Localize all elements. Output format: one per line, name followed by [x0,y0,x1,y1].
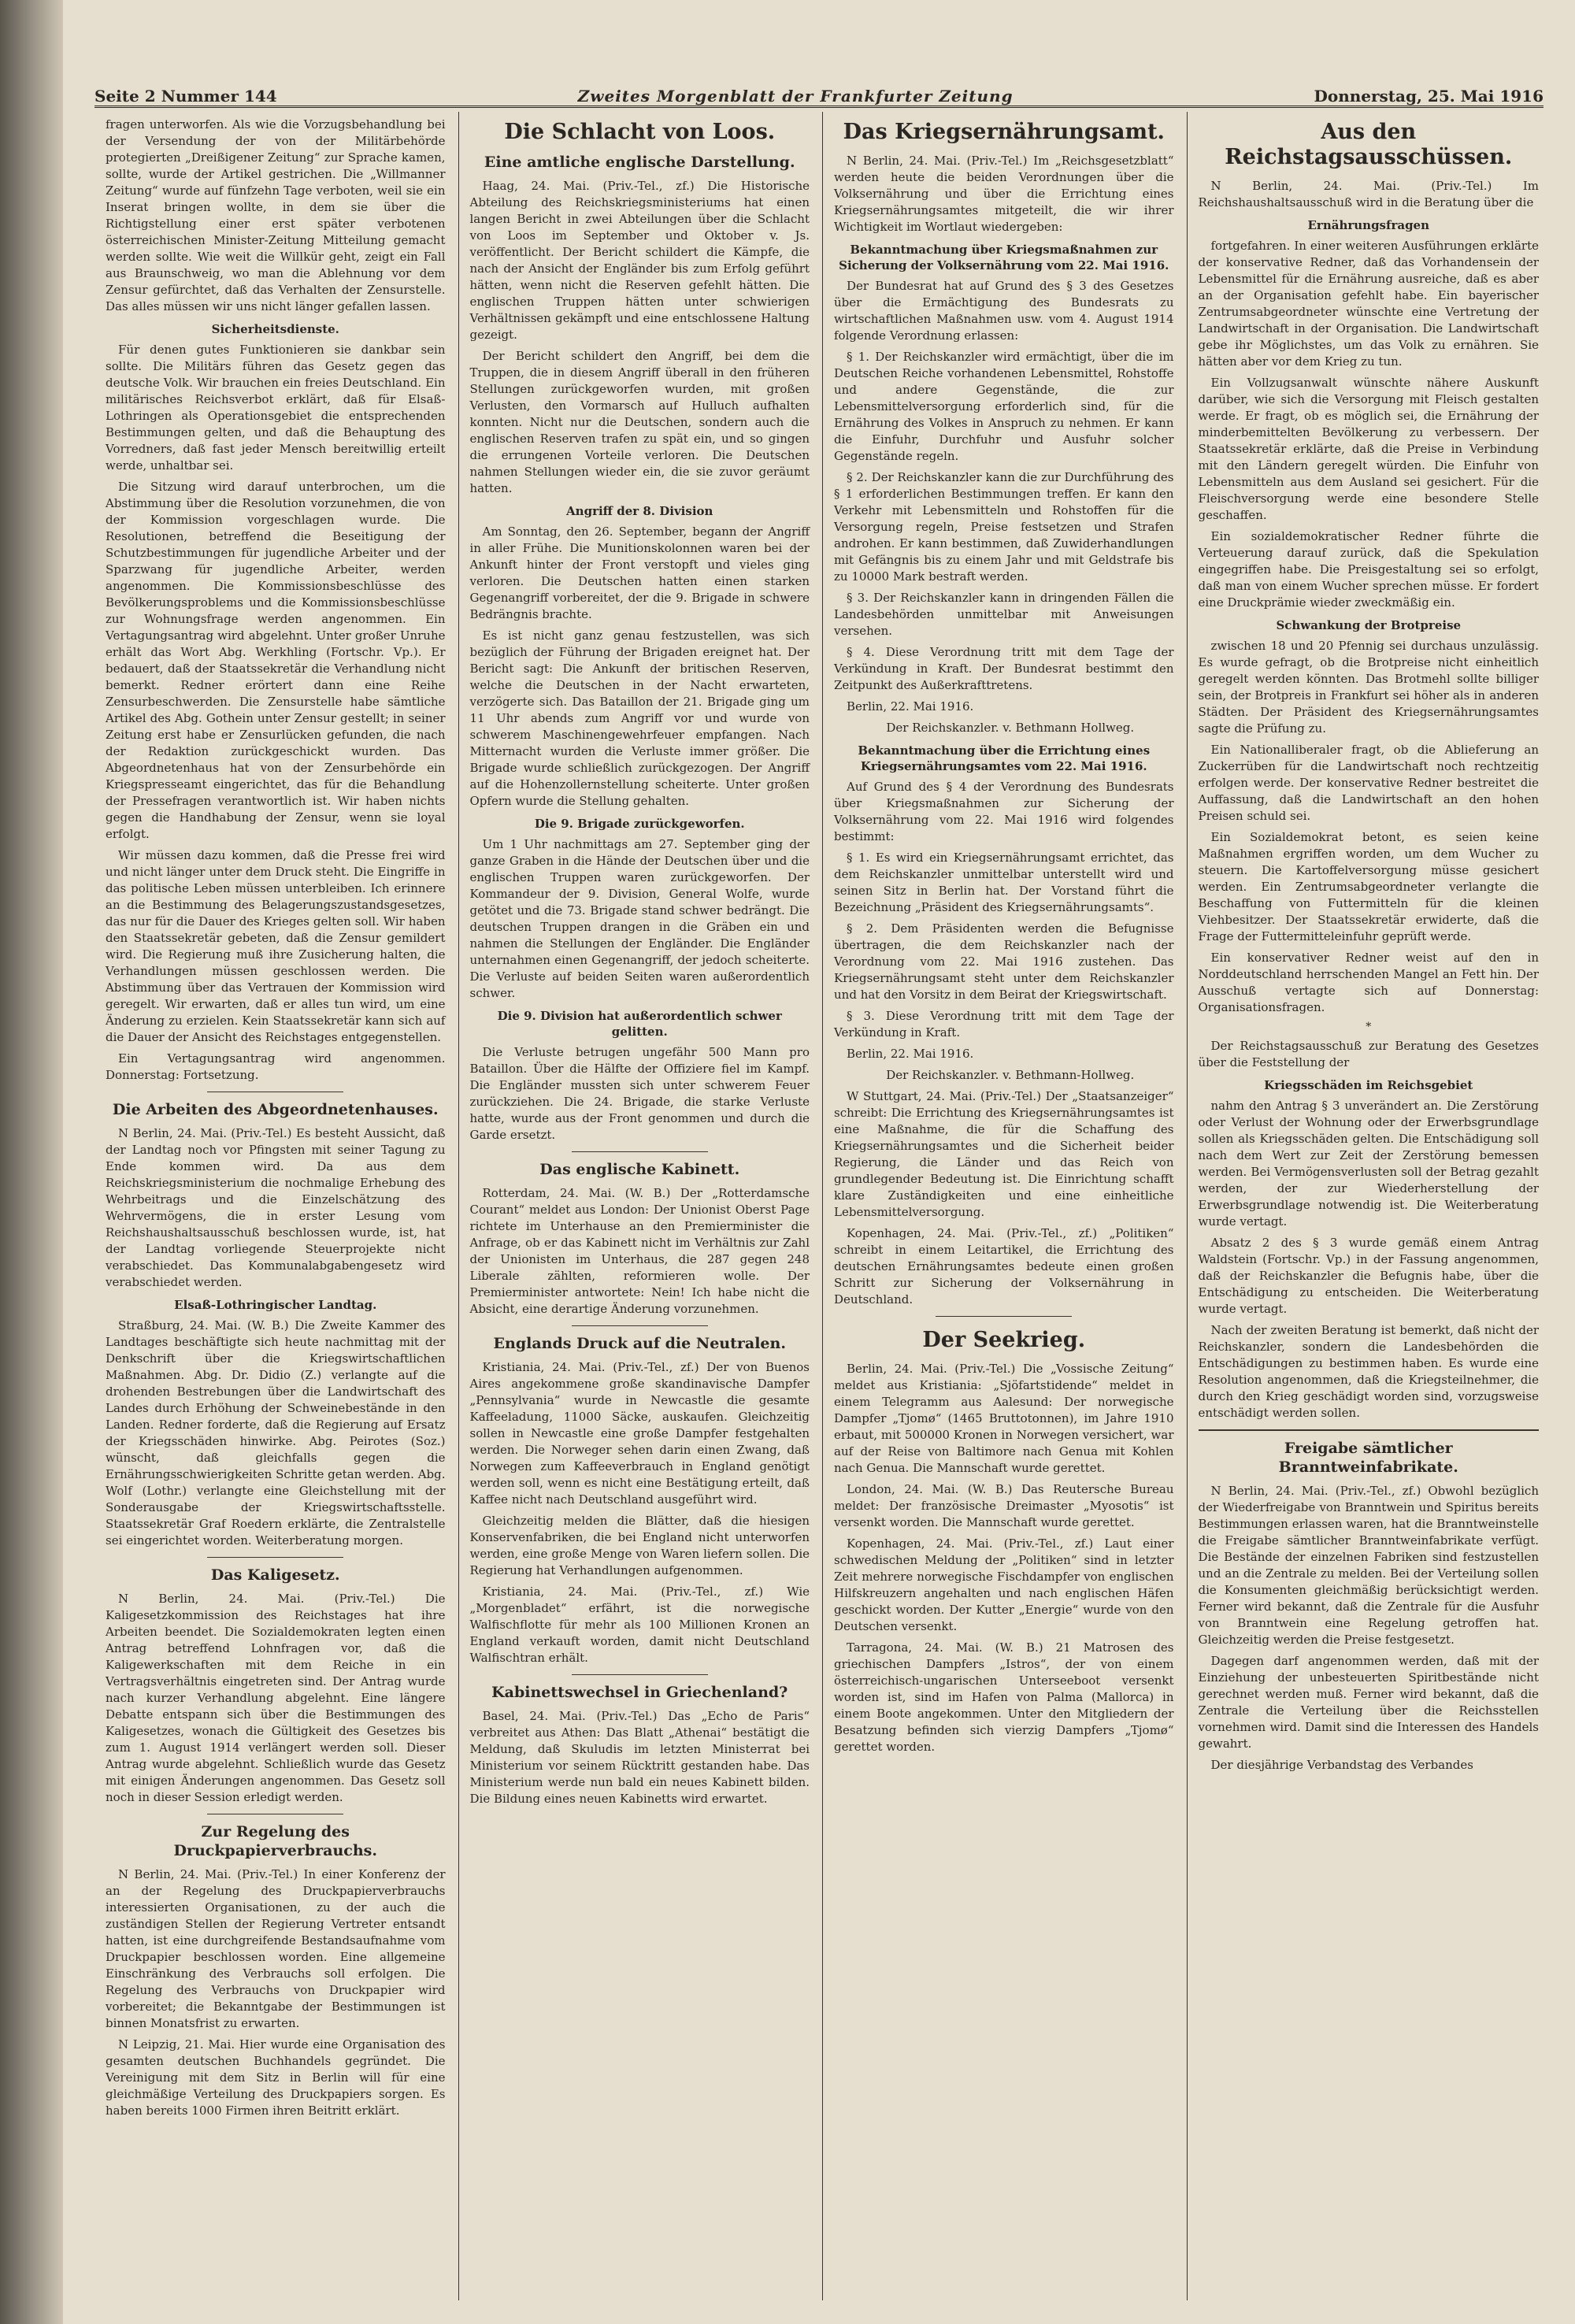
section-heading: Bekanntmachung über die Errichtung eines Kriegsernährungsamtes vom 22. Mai 1916. [858,743,1151,773]
divider [572,1325,708,1326]
paragraph: Die Sitzung wird darauf unterbrochen, um die Abstimmung über die Resolution vorzunehmen, die von der Kommission vorgeschlagen wurde. Die Resolutionen, betreffend die Beseitigung der Schutzbestimmungen für jugendliche Arbeiter und der Sparzwang für jugendliche Arbeiter, werden angenommen. Die Kommissionsbeschlüsse des Bevölkerungsproblems und die Kommissionsbeschlüsse zur Wohnungsfrage werden angenommen. Ein Vertagungsantrag wird abgelehnt. Unter großer Unruhe erhält das Wort Abg. Werkhling (Fortschr. Vp.). Er bedauert, daß der Staatssekretär die Verhandlung nicht bemerkt. Redner erörtert dann eine Reihe Zensurbeschwerden. Die Zensurstelle habe sämtliche Artikel des Abg. Gothein unter Zensur gestellt; in seiner Zeitung erst habe er Zensurlücken gefunden, die nach der Redaktion zurückgeschickt wurden. Das Abgeordnetenhaus hat von der Zensurbehörde ein Kriegspresseamt eingerichtet, das für die Behandlung der Pressefragen verantwortlich ist. Wir haben nichts gegen die Handhabung der Zensur, wenn sie loyal erfolgt. [106,480,446,841]
paragraph: Der diesjährige Verbandstag des Verbandes [1210,1758,1473,1772]
paragraph: Dagegen darf angenommen werden, daß mit der Einziehung der unbesteuerten Spiritbestände nicht gerechnet werden muß. Ferner wird bekannt, daß die Zentrale die Verteilung über die Reichsstellen vornehmen wird. Damit sind die Interessen des Handels gewahrt. [1198,1654,1539,1751]
paragraph: N Berlin, 24. Mai. (Priv.-Tel.) In einer Konferenz der an der Regelung des Druckpapierverbrauchs interessierten Organisationen, zu der auch die zuständigen Stellen der Regierung Vertreter entsandt hatten, ist eine durchgreifende Bestandsaufnahme vom Druckpapier beschlossen worden. Eine allgemeine Einschränkung des Verbrauchs soll erfolgen. Die Regelung des Verbrauchs von Druckpapier wird vorbereitet; die Bekanntgabe der Bestimmungen ist binnen Monatsfrist zu erwarten. [106,1867,446,2030]
article-headline: Das Kaligesetz. [210,1566,340,1584]
section-heading: Die 9. Brigade zurückgeworfen. [534,817,745,831]
paragraph: nahm den Antrag § 3 unverändert an. Die Zerstörung oder Verlust der Wohnung oder der Erwerbsgrundlage sollen als Kriegsschäden gelten. Die Entschädigung soll nach dem Wert zur Zeit der Zerstörung bemessen werden. Bei Vermögensverlusten soll der Betrag gezahlt werden, der zur Wiederherstellung der Erwerbsgrundlage notwendig ist. Die Weiterberatung wurde vertagt. [1198,1099,1539,1229]
paragraph: § 2. Der Reichskanzler kann die zur Durchführung des § 1 erforderlichen Bestimmungen treffen. Er kann den Verkehr mit Lebensmitteln und Rohstoffen für die Versorgung regeln, Preise festsetzen und Strafen androhen. Er kann bestimmen, daß Zuwiderhandlungen mit Gefängnis bis zu einem Jahr und mit Geldstrafe bis zu 10000 Mark bestraft werden. [834,470,1174,584]
divider [572,1151,708,1152]
article-subheadline: Eine amtliche englische Darstellung. [484,154,795,171]
paragraph: Nach der zweiten Beratung ist bemerkt, daß nicht der Reichskanzler, sondern die Landesbehörden die Entschädigungen zu bestimmen haben. Es wurde eine Resolution angenommen, daß die Kriegsteilnehmer, die durch den Krieg geschädigt worden sind, vorzugsweise entschädigt werden sollen. [1198,1323,1539,1420]
paragraph: N Leipzig, 21. Mai. Hier wurde eine Organisation des gesamten deutschen Buchhandels gegründet. Die Vereinigung mit dem Sitz in Berlin will für eine gleichmäßige Verteilung des Druckpapiers sorgen. Es haben bereits 1000 Firmen ihren Beitritt erklärt. [106,2037,446,2118]
paragraph: N Berlin, 24. Mai. (Priv.-Tel.) Es besteht Aussicht, daß der Landtag noch vor Pfingsten mit seiner Tagung zu Ende kommen wird. Da aus dem Reichskriegsministerium die nochmalige Erhebung des Wehrbeitrags und die Einzelschätzung des Wehrvermögens, die in erster Lesung vom Reichshaushaltsausschuß beschlossen wurde, ist, hat der Landtag vorliegende Steuerprojekte nicht verabschiedet. Das Kommunalabgabengesetz wird verabschiedet werden. [106,1126,446,1289]
paragraph: Kristiania, 24. Mai. (Priv.-Tel., zf.) Wie „Morgenbladet“ erfährt, ist die norwegische Walfischflotte für mehr als 100 Millionen Kronen an England verkauft worden, damit nicht Deutschland Walfischtran erhält. [469,1585,810,1665]
article-headline: Das Kriegsernährungsamt. [843,120,1165,144]
paragraph: Haag, 24. Mai. (Priv.-Tel., zf.) Die Historische Abteilung des Reichskriegsministeriums hat einen langen Bericht in zwei Abteilungen über die Schlacht von Loos im September und Oktober v. Js. veröffentlicht. Der Bericht schildert die Kämpfe, die nach der Ansicht der Engländer bis zum Erfolg geführt hätten, wenn nicht die Reserven gefehlt hätten. Die englischen Truppen hätten unter schwierigen Verhältnissen gekämpft und eine entschlossene Haltung gezeigt. [469,179,810,342]
article-headline: Zur Regelung des Druckpapierverbrauchs. [173,1823,377,1859]
paragraph: Berlin, 24. Mai. (Priv.-Tel.) Die „Vossische Zeitung“ meldet aus Kristiania: „Sjöfartstidende“ meldet in einem Telegramm aus Aalesund: Der norwegische Dampfer „Tjomø“ (1465 Bruttotonnen), im Jahre 1910 erbaut, mit 500000 Kronen in Norwegen versichert, war auf der Reise von Baltimore nach Genua mit Kohlen nach Genua. Die Mannschaft wurde gerettet. [834,1362,1174,1475]
paragraph: Ein Nationalliberaler fragt, ob die Ablieferung an Zuckerrüben für die Landwirtschaft noch rechtzeitig erfolgen werde. Der konservative Redner bestreitet die Auffassung, daß die Landwirtschaft an den hohen Preisen schuld sei. [1198,743,1539,823]
divider [936,1316,1072,1317]
divider [207,1557,343,1558]
divider [572,1674,708,1675]
paragraph: N Berlin, 24. Mai. (Priv.-Tel.) Im „Reichsgesetzblatt“ werden heute die beiden Verordnungen über die Volksernährung und über die Errichtung eines Kriegsernährungsamtes mitgeteilt, die wir ihrer Wichtigkeit im Wortlaut wiedergeben: [834,154,1174,234]
article-headline: Der Seekrieg. [922,1328,1086,1352]
article-columns [94,112,1551,2300]
article-headline: Aus den Reichstagsausschüssen. [1225,120,1513,169]
paragraph: Der Bundesrat hat auf Grund des § 3 des Gesetzes über die Ermächtigung des Bundesrats zu wirtschaftlichen Maßnahmen usw. vom 4. August 1914 folgende Verordnung erlassen: [834,279,1174,343]
paragraph: Am Sonntag, den 26. September, begann der Angriff in aller Frühe. Die Munitionskolonnen waren bei der Ankunft hinter der Front verstopft und vieles ging verloren. Die Deutschen hatten einen starken Gegenangriff vorbereitet, der die 9. Brigade in schwere Bedrängnis brachte. [469,524,810,621]
paragraph: zwischen 18 und 20 Pfennig sei durchaus unzulässig. Es wurde gefragt, ob die Brotpreise nicht einheitlich geregelt werden könnten. Das Brotmehl sollte billiger sein, der Brotpreis in Frankfurt sei höher als in anderen Städten. Der Präsident des Kriegsernährungsamtes sagte die Prüfung zu. [1198,639,1539,736]
article-headline: Das englische Kabinett. [539,1161,740,1178]
paragraph: § 4. Diese Verordnung tritt mit dem Tage der Verkündung in Kraft. Der Bundesrat bestimmt den Zeitpunkt des Außerkrafttretens. [834,645,1174,692]
column-1 [94,112,459,2300]
paragraph: W Stuttgart, 24. Mai. (Priv.-Tel.) Der „Staatsanzeiger“ schreibt: Die Errichtung des Kriegsernährungsamtes ist eine Maßnahme, die für die Schaffung des Kriegsernährungsamtes und die Sicherheit beider Regierung, die Länder und das Reich von grundlegender Bedeutung ist. Die Einrichtung schafft klare Zuständigkeiten und eine einheitliche Lebensmittelversorgung. [834,1089,1174,1219]
article-headline: Freigabe sämtlicher Branntweinfabrikate. [1278,1440,1458,1476]
section-heading: Schwankung der Brotpreise [1276,618,1462,632]
section-heading: Kriegsschäden im Reichsgebiet [1264,1078,1473,1092]
newspaper-page [63,0,1575,2324]
paragraph: Tarragona, 24. Mai. (W. B.) 21 Matrosen des griechischen Dampfers „Istros“, der von einem österreichisch-ungarischen Unterseeboot versenkt worden ist, sind im Hafen von Palma (Mallorca) in einem Boote angekommen. Unter den Mitgliedern der Besatzung befinden sich vierzig Dampfers „Tjomø“ gerettet worden. [834,1640,1174,1754]
section-heading: Ernährungsfragen [1307,218,1430,232]
paragraph: Ein Vollzugsanwalt wünschte nähere Auskunft darüber, wie sich die Versorgung mit Fleisch gestalten werde. Er fragt, ob es möglich sei, die Ernährung der minderbemittelten Bevölkerung zu verbessern. Der Staatssekretär erklärte, daß die Preise in Verbindung mit den Ländern geregelt würden. Die Einfuhr von Lebensmitteln aus dem Ausland sei gesichert. Für die Fleischversorgung werde eine besondere Stelle geschaffen. [1198,376,1539,522]
paragraph: Der Reichstagsausschuß zur Beratung des Gesetzes über die Feststellung der [1198,1039,1539,1069]
paragraph: Ein Vertagungsantrag wird angenommen. Donnerstag: Fortsetzung. [106,1051,446,1082]
header-date: Donnerstag, 25. Mai 1916 [1314,87,1544,106]
column-2 [459,112,824,2300]
divider [1199,1429,1540,1431]
section-heading: Sicherheitsdienste. [211,322,339,336]
paragraph: Straßburg, 24. Mai. (W. B.) Die Zweite Kammer des Landtages beschäftigte sich heute nachmittag mit der Denkschrift über die Kriegswirtschaftlichen Maßnahmen. Abg. Dr. Didio (Z.) verlangte auf die drohenden Bestrebungen über die Landwirtschaft des Landes durch Erhöhung der Schweinebestände in den Landen. Redner forderte, daß die Regierung auf Ersatz der Kriegsschäden hinwirke. Abg. Peirotes (Soz.) wünscht, daß gleichfalls gegen die Ernährungsschwierigkeiten Schritte getan werden. Abg. Wolf (Lothr.) verlangte eine Gleichstellung mit der Sonderausgabe der Kriegswirtschaftsstelle. Staatssekretär Graf Roedern erklärte, die Zentralstelle sei eingerichtet worden. Weiterberatung morgen. [106,1318,446,1547]
paragraph: Wir müssen dazu kommen, daß die Presse frei wird und nicht länger unter dem Druck steht. Die Eingriffe in das politische Leben müssen unterbleiben. Ich erinnere an die Bestimmung des Belagerungszustandsgesetzes, das nur für die Dauer des Krieges gelten soll. Wir haben den Staatssekretär gebeten, daß die Zensur gemildert wird. Die Regierung muß ihre Zusicherung halten, die Verhandlungen müssen geschlossen werden. Die Abstimmung über das Vertrauen der Kommission wird geregelt. Wir erwarten, daß er alles tun wird, um eine Änderung zu erzielen. Kein Staatssekretär kann sich auf die Dauer der Ansicht des Reichstages entgegenstellen. [106,848,446,1044]
article-headline: Kabinettswechsel in Griechenland? [491,1684,788,1701]
paragraph: Basel, 24. Mai. (Priv.-Tel.) Das „Echo de Paris“ verbreitet aus Athen: Das Blatt „Athenai“ bestätigt die Meldung, daß Skuludis im letzten Ministerrat bei Ministerium vor seinem Rücktritt gestanden habe. Das Ministerium werde nun bald ein neues Kabinett bilden. Die Bildung eines neuen Kabinetts wird erwartet. [469,1709,810,1806]
signature: Der Reichskanzler. v. Bethmann-Hollweg. [886,1068,1135,1082]
signature: Der Reichskanzler. v. Bethmann Hollweg. [886,721,1135,735]
page-header [94,77,1544,108]
paragraph: Rotterdam, 24. Mai. (W. B.) Der „Rotterdamsche Courant“ meldet aus London: Der Unionist Oberst Page richtete im Unterhause an den Premierminister die Anfrage, ob er das Kabinett nicht im Verhältnis zur Zahl der Unionisten im Unterhaus, die 287 gegen 248 Liberale zählten, reformieren wolle. Der Premierminister antwortete: Nein! Ich habe nicht die Absicht, eine derartige Änderung vorzunehmen. [469,1186,810,1316]
paragraph: Um 1 Uhr nachmittags am 27. September ging der ganze Graben in die Hände der Deutschen über und die englischen Truppen waren zurückgeworfen. Der Kommandeur der 9. Division, General Wolfe, wurde getötet und die 73. Brigade stand schwer bedrängt. Die deutschen Truppen drangen in die Gräben ein und nahmen die Stellungen der Engländer. Die Engländer unternahmen einen Gegenangriff, der jedoch scheiterte. Die Verluste auf beiden Seiten waren außerordentlich schwer. [469,837,810,1000]
paragraph: Auf Grund des § 4 der Verordnung des Bundesrats über Kriegsmaßnahmen zur Sicherung der Volksernährung vom 22. Mai 1916 wird folgendes bestimmt: [834,780,1174,843]
section-heading: Die 9. Division hat außerordentlich schwer gelitten. [497,1009,782,1039]
paragraph: fragen unterworfen. Als wie die Vorzugsbehandlung bei der Versendung der von der Militärbehörde protegierten „Dreißigener Zeitung“ zur Sprache kamen, sollte, wurde der Artikel gestrichen. Die „Willmanner Zeitung“ wurde auf fünfzehn Tage verboten, weil sie ein Inserat bringen wollte, in dem sie über die Richtigstellung einer erst später verbotenen österreichischen Minister-Zeitung Mitteilung gemacht werden sollte. Wie weit die Willkür geht, zeigt ein Fall aus Braunschweig, wo man die Ablehnung vor dem Zensur gefürchtet, daß das Verhalten der Zensurstelle. Das alles müssen wir uns nicht länger gefallen lassen. [106,117,446,313]
paragraph: Es ist nicht ganz genau festzustellen, was sich bezüglich der Führung der Brigaden ereignet hat. Der Bericht sagt: Die Ankunft der britischen Reserven, welche die Deutschen in der Nacht erwarteten, verzögerte sich. Das Bataillon der 21. Brigade ging um 11 Uhr abends zum Angriff vor und wurde von schwerem Maschinengewehrfeuer empfangen. Nach Mitternacht wurden die Verluste immer größer. Die Brigade wurde schließlich zurückgezogen. Der Angriff auf die Hohenzollernstellung scheiterte. Unter großen Opfern wurde die Stellung gehalten. [469,628,810,808]
header-publication-title: Zweites Morgenblatt der Frankfurter Zeitung [577,87,1014,106]
article-headline: Elsaß-Lothringischer Landtag. [174,1298,377,1312]
section-heading: Bekanntmachung über Kriegsmaßnahmen zur Sicherung der Volksernährung vom 22. Mai 1916. [839,243,1169,272]
paragraph: N Berlin, 24. Mai. (Priv.-Tel., zf.) Obwohl bezüglich der Wiederfreigabe von Branntwein und Spiritus bereits Bestimmungen erlassen waren, hat die Branntweinstelle die Freigabe sämtlicher Branntweinfabrikate verfügt. Die Bestände der einzelnen Fabriken sind festzustellen und an die Zentrale zu melden. Bei der Verteilung sollen die Konsumenten gleichmäßig berücksichtigt werden. Ferner wird bekannt, daß die Zentrale für die Ausfuhr von Branntwein eine Regelung getroffen hat. Gleichzeitig werden die Preise festgesetzt. [1198,1484,1539,1647]
paragraph: Gleichzeitig melden die Blätter, daß die hiesigen Konservenfabriken, die bei England nicht unterworfen werden, eine große Menge von Waren liefern sollen. Die Regierung hat Verhandlungen aufgenommen. [469,1514,810,1577]
paragraph: fortgefahren. In einer weiteren Ausführungen erklärte der konservative Redner, daß das Vorhandensein der Lebensmittel für die Ernährung ausreiche, daß es aber an der Organisation gefehlt habe. Ein bayerischer Zentrumsabgeordneter wünschte eine Vertretung der Landwirtschaft in der Organisation. Die Landwirtschaft gebe ihr Möglichstes, um das Volk zu ernähren. Sie hätten aber vor dem Krieg zu tun. [1198,239,1539,369]
article-headline: Die Schlacht von Loos. [504,120,776,144]
paragraph: Absatz 2 des § 3 wurde gemäß einem Antrag Waldstein (Fortschr. Vp.) in der Fassung angenommen, daß der Reichskanzler die Befugnis habe, über die Entschädigung zu entscheiden. Die Weiterberatung wurde vertagt. [1198,1236,1539,1316]
column-4 [1188,112,1552,2300]
book-spine-edge [0,0,63,2324]
paragraph: Ein konservativer Redner weist auf den in Norddeutschland herrschenden Mangel an Fett hin. Der Ausschuß vertagte sich auf Donnerstag: Organisationsfragen. [1198,951,1539,1014]
paragraph: § 1. Der Reichskanzler wird ermächtigt, über die im Deutschen Reiche vorhandenen Lebensmittel, Rohstoffe und andere Gegenstände, die zur Lebensmittelversorgung erforderlich sind, für die Ernährung des Volkes in Anspruch zu nehmen. Er kann die Einfuhr, Durchfuhr und Ausfuhr solcher Gegenstände regeln. [834,350,1174,463]
article-headline: Die Arbeiten des Abgeordnetenhauses. [112,1101,439,1118]
paragraph: Ein sozialdemokratischer Redner führte die Verteuerung darauf zurück, daß die Spekulation eingegriffen habe. Die Preisgestaltung sei so erfolgt, daß man von einem Wucher sprechen müsse. Er fordert eine Druckprämie wieder zweckmäßig ein. [1198,529,1539,610]
article-headline: Englands Druck auf die Neutralen. [493,1335,786,1352]
paragraph: § 3. Diese Verordnung tritt mit dem Tage der Verkündung in Kraft. [834,1009,1174,1040]
paragraph: § 1. Es wird ein Kriegsernährungsamt errichtet, das dem Reichskanzler unmittelbar unterstellt wird und seinen Sitz in Berlin hat. Der Vorstand führt die Bezeichnung „Präsident des Kriegsernährungsamts“. [834,851,1174,914]
paragraph: Für denen gutes Funktionieren sie dankbar sein sollte. Die Militärs führen das Gesetz gegen das deutsche Volk. Wir brauchen ein freies Deutschland. Ein militärisches Reichsverbot erklärt, daß für Elsaß-Lothringen als Operationsgebiet die entsprechenden Bestimmungen gelten, und daß die Behauptung des Vorredners, daß fast jeder Mensch bereitwillig erteilt werde, unhaltbar sei. [106,343,446,473]
paragraph: Die Verluste betrugen ungefähr 500 Mann pro Bataillon. Über die Hälfte der Offiziere fiel im Kampf. Die Engländer mussten sich unter schwerem Feuer zurückziehen. Die 24. Brigade, die starke Verluste hatte, wurde aus der Front genommen und durch die Garde ersetzt. [469,1045,810,1142]
section-heading: Angriff der 8. Division [566,504,713,518]
paragraph: Der Bericht schildert den Angriff, bei dem die Truppen, die in diesem Angriff überall in den früheren Stellungen zurückgeworfen wurden, mit großen Verlusten, den Vormarsch auf Hulluch aufhalten konnten. Nicht nur die Deutschen, sondern auch die englischen Reserven trafen zu spät ein, und so gingen die errungenen Vorteile verloren. Die Deutschen nahmen Stellungen wieder ein, die sie zuvor geräumt hatten. [469,349,810,495]
paragraph: N Berlin, 24. Mai. (Priv.-Tel.) Im Reichshaushaltsausschuß wird in die Beratung über die [1198,179,1539,209]
paragraph: N Berlin, 24. Mai. (Priv.-Tel.) Die Kaligesetzkommission des Reichstages hat ihre Arbeiten beendet. Die Sozialdemokraten legten einen Antrag betreffend Lohnfragen vor, daß die Kaligewerkschaften mit dem Reiche in ein Vertragsverhältnis eingetreten sind. Der Antrag wurde nach kurzer Verhandlung abgelehnt. Eine längere Debatte entspann sich über die Bestimmungen des Kaligesetzes, wonach die Gültigkeit des Gesetzes bis zum 1. August 1914 verlängert werden soll. Dieser Antrag wurde abgelehnt. Schließlich wurde das Gesetz mit einigen Änderungen angenommen. Das Gesetz soll noch in dieser Session erledigt werden. [106,1592,446,1804]
paragraph: Kristiania, 24. Mai. (Priv.-Tel., zf.) Der von Buenos Aires angekommene große skandinavische Dampfer „Pennsylvania“ wurde in Newcastle die gesamte Kaffeeladung, 11000 Säcke, auskaufen. Gleichzeitig sollen in Newcastle eine große Dampfer festgehalten werden. Die Norweger sehen darin einen Zwang, daß Norwegen zum Kaffeeverbrauch in England genötigt werden soll, wenn es nicht eine Bestätigung erteilt, daß Kaffee nicht nach Deutschland ausgeführt wird. [469,1360,810,1507]
dateline: Berlin, 22. Mai 1916. [847,699,974,714]
section-ornament: * [1366,1021,1372,1033]
paragraph: § 3. Der Reichskanzler kann in dringenden Fällen die Landesbehörden unmittelbar mit Anweisungen versehen. [834,591,1174,638]
dateline: Berlin, 22. Mai 1916. [847,1047,974,1061]
paragraph: Kopenhagen, 24. Mai. (Priv.-Tel., zf.) „Politiken“ schreibt in einem Leitartikel, die Errichtung des deutschen Ernährungsamtes bedeute einen großen Schritt zur Sicherung der Volksernährung in Deutschland. [834,1226,1174,1307]
paragraph: Ein Sozialdemokrat betont, es seien keine Maßnahmen ergriffen worden, um dem Wucher zu steuern. Die Kartoffelversorgung müsse gesichert werden. Ein Zentrumsabgeordneter verlangte die Beschaffung von Futtermitteln für die kleinen Viehbesitzer. Der Staatssekretär erwiderte, daß die Frage der Futtermitteleinfuhr geprüft werde. [1198,830,1539,943]
header-page-number: Seite 2 Nummer 144 [94,87,277,106]
column-3 [823,112,1188,2300]
paragraph: § 2. Dem Präsidenten werden die Befugnisse übertragen, die dem Reichskanzler nach der Verordnung vom 22. Mai 1916 zustehen. Das Kriegsernährungsamt steht unter dem Reichskanzler und hat den Vorsitz in dem Beirat der Kriegswirtschaft. [834,921,1174,1002]
paragraph: Kopenhagen, 24. Mai. (Priv.-Tel., zf.) Laut einer schwedischen Meldung der „Politiken“ sind in letzter Zeit mehrere norwegische Fischdampfer von englischen Hilfskreuzern angehalten und nach englischen Häfen geschickt worden. Der Kutter „Energie“ wurde von den Deutschen versenkt. [834,1536,1174,1633]
paragraph: London, 24. Mai. (W. B.) Das Reutersche Bureau meldet: Der französische Dreimaster „Myosotis“ ist versenkt worden. Die Mannschaft wurde gerettet. [834,1482,1174,1529]
